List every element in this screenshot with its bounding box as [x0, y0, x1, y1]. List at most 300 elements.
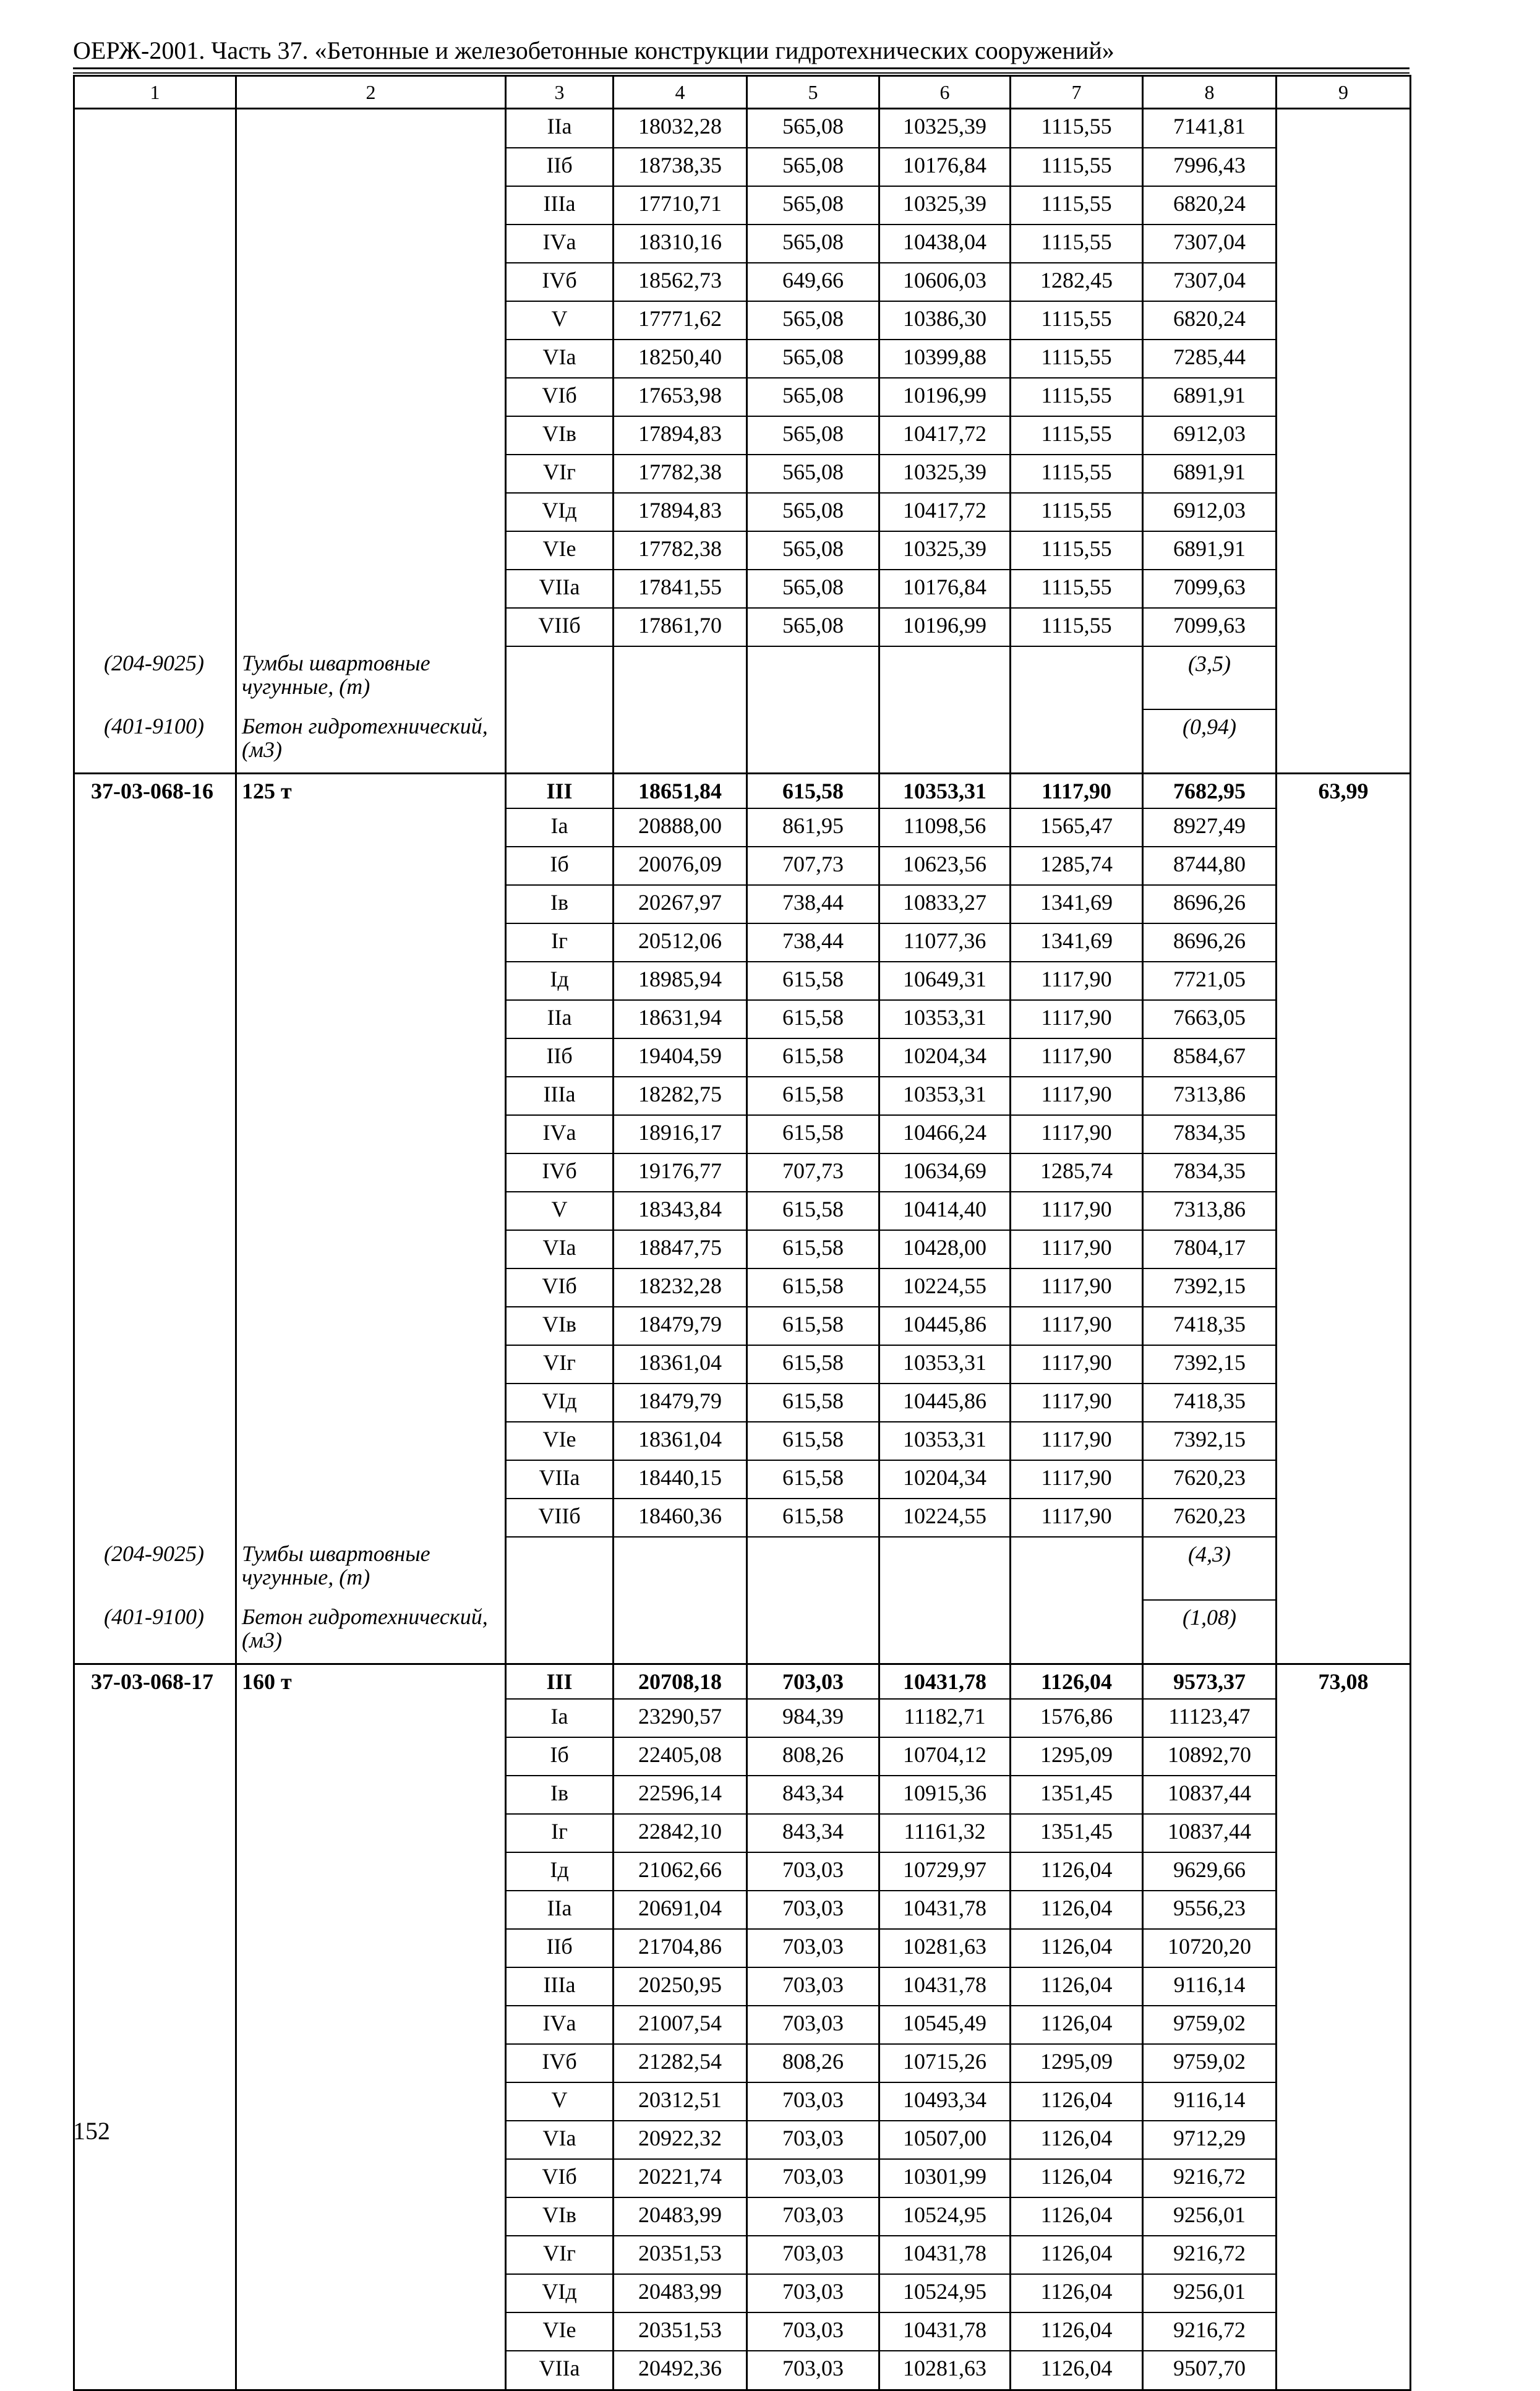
wage-cell: 703,03 [747, 2351, 879, 2390]
wage-cell: 808,26 [747, 2044, 879, 2082]
code-cell [74, 962, 236, 1000]
driver-wage-cell: 1115,55 [1011, 225, 1143, 263]
wage-cell: 703,03 [747, 2082, 879, 2121]
code-cell [74, 1115, 236, 1153]
wage-cell: 565,08 [747, 109, 879, 148]
zone-cell: VIв [506, 416, 614, 455]
total-cost-cell: 20483,99 [614, 2274, 747, 2312]
total-cost-cell: 21704,86 [614, 1929, 747, 1967]
labor-cell [1277, 2312, 1411, 2351]
wage-cell: 615,58 [747, 962, 879, 1000]
total-cost-cell: 20312,51 [614, 2082, 747, 2121]
machine-cell: 11077,36 [879, 923, 1011, 962]
machine-cell: 10325,39 [879, 109, 1011, 148]
driver-wage-cell [1011, 646, 1143, 709]
driver-wage-cell: 1126,04 [1011, 1967, 1143, 2006]
total-cost-cell: 20492,36 [614, 2351, 747, 2390]
total-cost-cell [614, 709, 747, 774]
code-cell [74, 2312, 236, 2351]
zone-cell: V [506, 301, 614, 340]
table-row [74, 340, 1411, 378]
material-cell: 10837,44 [1143, 1776, 1277, 1814]
labor-cell [1277, 416, 1411, 455]
driver-wage-cell: 1117,90 [1011, 1307, 1143, 1345]
labor-cell [1277, 340, 1411, 378]
wage-cell [747, 1537, 879, 1600]
code-cell [74, 1384, 236, 1422]
total-cost-cell: 17710,71 [614, 186, 747, 225]
name-cell [236, 962, 506, 1000]
labor-cell [1277, 2006, 1411, 2044]
labor-cell [1277, 2274, 1411, 2312]
table-row [74, 378, 1411, 416]
wage-cell: 703,03 [747, 2159, 879, 2197]
machine-cell [879, 1537, 1011, 1600]
name-cell: Бетон гидротехнический, (м3) [236, 1600, 506, 1664]
driver-wage-cell: 1126,04 [1011, 2312, 1143, 2351]
table-row [74, 923, 1411, 962]
zone-cell: IIа [506, 1891, 614, 1929]
material-cell: (4,3) [1143, 1537, 1277, 1600]
material-cell: 6891,91 [1143, 455, 1277, 493]
zone-cell: VIв [506, 2197, 614, 2236]
wage-cell: 615,58 [747, 1077, 879, 1115]
driver-wage-cell: 1115,55 [1011, 301, 1143, 340]
machine-cell: 10301,99 [879, 2159, 1011, 2197]
total-cost-cell: 18250,40 [614, 340, 747, 378]
labor-cell [1277, 1268, 1411, 1307]
machine-cell: 10281,63 [879, 2351, 1011, 2390]
zone-cell: IIб [506, 148, 614, 186]
labor-cell [1277, 1077, 1411, 1115]
labor-cell [1277, 2082, 1411, 2121]
name-cell [236, 2044, 506, 2082]
driver-wage-cell: 1117,90 [1011, 1038, 1143, 1077]
total-cost-cell: 17841,55 [614, 570, 747, 608]
table-row [74, 608, 1411, 646]
material-cell: 6820,24 [1143, 186, 1277, 225]
code-cell [74, 1230, 236, 1268]
material-cell: 9629,66 [1143, 1852, 1277, 1891]
code-cell [74, 608, 236, 646]
total-cost-cell: 20512,06 [614, 923, 747, 962]
material-cell: 9216,72 [1143, 2312, 1277, 2351]
driver-wage-cell: 1115,55 [1011, 109, 1143, 148]
wage-cell: 565,08 [747, 186, 879, 225]
driver-wage-cell: 1126,04 [1011, 2159, 1143, 2197]
code-cell [74, 1345, 236, 1384]
machine-cell: 10353,31 [879, 1422, 1011, 1460]
zone-cell: VIд [506, 1384, 614, 1422]
driver-wage-cell: 1285,74 [1011, 1153, 1143, 1192]
name-cell [236, 1499, 506, 1537]
material-cell: 9116,14 [1143, 1967, 1277, 2006]
code-cell [74, 186, 236, 225]
material-cell: 7099,63 [1143, 608, 1277, 646]
labor-cell [1277, 847, 1411, 885]
name-cell [236, 1852, 506, 1891]
name-cell [236, 808, 506, 847]
labor-cell [1277, 2159, 1411, 2197]
code-cell [74, 1814, 236, 1852]
name-cell [236, 416, 506, 455]
name-cell [236, 2082, 506, 2121]
zone-cell: IVб [506, 1153, 614, 1192]
total-cost-cell: 18440,15 [614, 1460, 747, 1499]
material-cell: 9216,72 [1143, 2236, 1277, 2274]
labor-cell [1277, 186, 1411, 225]
wage-cell: 565,08 [747, 225, 879, 263]
wage-cell: 565,08 [747, 455, 879, 493]
name-cell: 160 т [236, 1664, 506, 1700]
zone-cell: Iг [506, 1814, 614, 1852]
driver-wage-cell: 1117,90 [1011, 1460, 1143, 1499]
machine-cell: 10606,03 [879, 263, 1011, 301]
table-row [74, 1967, 1411, 2006]
zone-cell: IIIа [506, 1967, 614, 2006]
name-cell [236, 885, 506, 923]
total-cost-cell: 22596,14 [614, 1776, 747, 1814]
name-cell [236, 378, 506, 416]
column-header: 4 [614, 76, 747, 109]
column-header: 3 [506, 76, 614, 109]
wage-cell: 565,08 [747, 148, 879, 186]
labor-cell [1277, 1929, 1411, 1967]
name-cell [236, 1967, 506, 2006]
labor-cell [1277, 1499, 1411, 1537]
code-cell: 37-03-068-16 [74, 774, 236, 809]
name-cell [236, 1814, 506, 1852]
code-cell [74, 2236, 236, 2274]
labor-cell [1277, 263, 1411, 301]
material-cell: 10837,44 [1143, 1814, 1277, 1852]
table-row [74, 808, 1411, 847]
driver-wage-cell: 1126,04 [1011, 2236, 1143, 2274]
machine-cell: 10353,31 [879, 774, 1011, 809]
driver-wage-cell: 1295,09 [1011, 1737, 1143, 1776]
code-cell [74, 1460, 236, 1499]
column-header: 8 [1143, 76, 1277, 109]
name-cell [236, 1776, 506, 1814]
machine-cell: 10353,31 [879, 1000, 1011, 1038]
labor-cell [1277, 109, 1411, 148]
table-row [74, 1384, 1411, 1422]
total-cost-cell: 21007,54 [614, 2006, 747, 2044]
zone-cell: Iб [506, 847, 614, 885]
material-cell: 7834,35 [1143, 1115, 1277, 1153]
total-cost-cell [614, 1537, 747, 1600]
machine-cell: 10428,00 [879, 1230, 1011, 1268]
wage-cell: 615,58 [747, 774, 879, 809]
code-cell [74, 2082, 236, 2121]
total-cost-cell: 20250,95 [614, 1967, 747, 2006]
code-cell [74, 416, 236, 455]
table-row [74, 962, 1411, 1000]
machine-cell: 10833,27 [879, 885, 1011, 923]
code-cell [74, 1422, 236, 1460]
total-cost-cell: 23290,57 [614, 1699, 747, 1737]
zone-cell: VIг [506, 2236, 614, 2274]
labor-cell [1277, 148, 1411, 186]
table-row [74, 1929, 1411, 1967]
driver-wage-cell: 1126,04 [1011, 2197, 1143, 2236]
total-cost-cell: 20922,32 [614, 2121, 747, 2159]
zone-cell: IIа [506, 109, 614, 148]
code-cell [74, 1077, 236, 1115]
table-row [74, 1115, 1411, 1153]
machine-cell: 10438,04 [879, 225, 1011, 263]
driver-wage-cell: 1126,04 [1011, 2006, 1143, 2044]
wage-cell: 615,58 [747, 1192, 879, 1230]
labor-cell [1277, 1422, 1411, 1460]
zone-cell [506, 646, 614, 709]
wage-cell: 565,08 [747, 493, 879, 531]
labor-cell [1277, 2121, 1411, 2159]
name-cell [236, 2236, 506, 2274]
wage-cell: 565,08 [747, 340, 879, 378]
labor-cell [1277, 1460, 1411, 1499]
labor-cell [1277, 1115, 1411, 1153]
name-cell [236, 570, 506, 608]
resource-note-row [74, 646, 1411, 709]
name-cell [236, 1115, 506, 1153]
name-cell [236, 109, 506, 148]
code-cell [74, 847, 236, 885]
material-cell: 8696,26 [1143, 923, 1277, 962]
machine-cell: 10507,00 [879, 2121, 1011, 2159]
name-cell: 125 т [236, 774, 506, 809]
resource-note-row [74, 709, 1411, 774]
name-cell [236, 1345, 506, 1384]
column-header-row [74, 76, 1411, 109]
machine-cell: 10431,78 [879, 1664, 1011, 1700]
total-cost-cell: 18032,28 [614, 109, 747, 148]
table-row [74, 1307, 1411, 1345]
table-row [74, 1776, 1411, 1814]
table-row [74, 1422, 1411, 1460]
wage-cell [747, 1600, 879, 1664]
name-cell [236, 340, 506, 378]
total-cost-cell: 17894,83 [614, 416, 747, 455]
machine-cell: 10353,31 [879, 1345, 1011, 1384]
labor-cell [1277, 1230, 1411, 1268]
name-cell [236, 2006, 506, 2044]
material-cell: 6820,24 [1143, 301, 1277, 340]
total-cost-cell: 18232,28 [614, 1268, 747, 1307]
name-cell [236, 301, 506, 340]
wage-cell: 984,39 [747, 1699, 879, 1737]
material-cell: 9256,01 [1143, 2274, 1277, 2312]
name-cell [236, 847, 506, 885]
name-cell: Бетон гидротехнический, (м3) [236, 709, 506, 774]
wage-cell: 615,58 [747, 1230, 879, 1268]
total-cost-cell: 20351,53 [614, 2236, 747, 2274]
wage-cell: 808,26 [747, 1737, 879, 1776]
driver-wage-cell: 1282,45 [1011, 263, 1143, 301]
table-row [74, 1077, 1411, 1115]
labor-cell [1277, 2236, 1411, 2274]
material-cell: 10720,20 [1143, 1929, 1277, 1967]
code-cell [74, 1737, 236, 1776]
material-cell: 9256,01 [1143, 2197, 1277, 2236]
total-cost-cell: 18985,94 [614, 962, 747, 1000]
machine-cell: 10386,30 [879, 301, 1011, 340]
table-row [74, 263, 1411, 301]
zone-cell: VIг [506, 455, 614, 493]
name-cell [236, 2159, 506, 2197]
table-row [74, 2236, 1411, 2274]
machine-cell: 10196,99 [879, 608, 1011, 646]
total-cost-cell [614, 646, 747, 709]
zone-cell: VIа [506, 2121, 614, 2159]
zone-cell: VIг [506, 1345, 614, 1384]
table-row [74, 1852, 1411, 1891]
name-cell [236, 1307, 506, 1345]
material-cell: 6912,03 [1143, 416, 1277, 455]
code-cell [74, 455, 236, 493]
total-cost-cell: 17894,83 [614, 493, 747, 531]
wage-cell: 738,44 [747, 885, 879, 923]
table-row [74, 1230, 1411, 1268]
header-rule [73, 67, 1410, 69]
code-cell [74, 923, 236, 962]
name-cell [236, 1737, 506, 1776]
zone-cell: III [506, 774, 614, 809]
code-cell [74, 2197, 236, 2236]
driver-wage-cell [1011, 1537, 1143, 1600]
name-cell [236, 608, 506, 646]
labor-cell [1277, 2351, 1411, 2390]
driver-wage-cell: 1117,90 [1011, 1000, 1143, 1038]
zone-cell: VIд [506, 493, 614, 531]
code-cell [74, 1891, 236, 1929]
material-cell: 11123,47 [1143, 1699, 1277, 1737]
total-cost-cell: 18282,75 [614, 1077, 747, 1115]
table-row [74, 2274, 1411, 2312]
driver-wage-cell: 1115,55 [1011, 608, 1143, 646]
total-cost-cell: 19176,77 [614, 1153, 747, 1192]
labor-cell [1277, 378, 1411, 416]
total-cost-cell: 19404,59 [614, 1038, 747, 1077]
zone-cell: IIб [506, 1038, 614, 1077]
total-cost-cell: 18479,79 [614, 1384, 747, 1422]
wage-cell: 615,58 [747, 1268, 879, 1307]
zone-cell: IVб [506, 2044, 614, 2082]
code-cell [74, 1307, 236, 1345]
total-cost-cell [614, 1600, 747, 1664]
wage-cell: 565,08 [747, 378, 879, 416]
machine-cell: 10224,55 [879, 1499, 1011, 1537]
code-cell [74, 1038, 236, 1077]
machine-cell: 10353,31 [879, 1077, 1011, 1115]
driver-wage-cell: 1126,04 [1011, 1852, 1143, 1891]
labor-cell [1277, 301, 1411, 340]
code-cell [74, 1852, 236, 1891]
table-row [74, 2044, 1411, 2082]
driver-wage-cell: 1117,90 [1011, 1384, 1143, 1422]
driver-wage-cell: 1115,55 [1011, 455, 1143, 493]
material-cell: 7721,05 [1143, 962, 1277, 1000]
machine-cell: 10325,39 [879, 531, 1011, 570]
table-row [74, 847, 1411, 885]
total-cost-cell: 21282,54 [614, 2044, 747, 2082]
name-cell [236, 2274, 506, 2312]
wage-cell: 615,58 [747, 1345, 879, 1384]
total-cost-cell: 21062,66 [614, 1852, 747, 1891]
table-row [74, 2197, 1411, 2236]
table-row [74, 1460, 1411, 1499]
table-row [74, 1000, 1411, 1038]
material-cell: 7099,63 [1143, 570, 1277, 608]
wage-cell: 703,03 [747, 2312, 879, 2351]
zone-cell: III [506, 1664, 614, 1700]
wage-cell: 615,58 [747, 1499, 879, 1537]
material-cell: 7620,23 [1143, 1499, 1277, 1537]
table-row [74, 2082, 1411, 2121]
code-cell [74, 109, 236, 148]
wage-cell: 861,95 [747, 808, 879, 847]
zone-cell: VIIб [506, 608, 614, 646]
wage-cell: 565,08 [747, 416, 879, 455]
zone-cell: Iв [506, 885, 614, 923]
labor-cell [1277, 646, 1411, 709]
zone-cell: IVа [506, 2006, 614, 2044]
code-cell: (204-9025) [74, 646, 236, 709]
name-cell [236, 493, 506, 531]
machine-cell: 10196,99 [879, 378, 1011, 416]
code-cell [74, 263, 236, 301]
material-cell: 9556,23 [1143, 1891, 1277, 1929]
labor-cell [1277, 1537, 1411, 1600]
zone-cell: IIIа [506, 186, 614, 225]
labor-cell [1277, 1737, 1411, 1776]
name-cell [236, 455, 506, 493]
wage-cell: 649,66 [747, 263, 879, 301]
wage-cell: 843,34 [747, 1814, 879, 1852]
name-cell [236, 1268, 506, 1307]
column-header: 6 [879, 76, 1011, 109]
driver-wage-cell: 1117,90 [1011, 1422, 1143, 1460]
total-cost-cell: 20076,09 [614, 847, 747, 885]
driver-wage-cell: 1117,90 [1011, 1115, 1143, 1153]
machine-cell: 10649,31 [879, 962, 1011, 1000]
driver-wage-cell: 1117,90 [1011, 962, 1143, 1000]
machine-cell [879, 646, 1011, 709]
labor-cell [1277, 455, 1411, 493]
table-row [74, 493, 1411, 531]
name-cell [236, 1460, 506, 1499]
material-cell: 7834,35 [1143, 1153, 1277, 1192]
wage-cell: 703,03 [747, 1664, 879, 1700]
material-cell: 7141,81 [1143, 109, 1277, 148]
zone-cell [506, 1600, 614, 1664]
table-row [74, 455, 1411, 493]
driver-wage-cell: 1117,90 [1011, 1230, 1143, 1268]
material-cell: 9116,14 [1143, 2082, 1277, 2121]
column-header: 7 [1011, 76, 1143, 109]
name-cell [236, 1891, 506, 1929]
wage-cell: 565,08 [747, 301, 879, 340]
table-row [74, 1268, 1411, 1307]
name-cell [236, 2197, 506, 2236]
table-row [74, 1499, 1411, 1537]
zone-cell: Iа [506, 1699, 614, 1737]
name-cell [236, 263, 506, 301]
material-cell: 6891,91 [1143, 378, 1277, 416]
material-cell: 7307,04 [1143, 263, 1277, 301]
total-cost-cell: 18479,79 [614, 1307, 747, 1345]
name-cell [236, 1929, 506, 1967]
